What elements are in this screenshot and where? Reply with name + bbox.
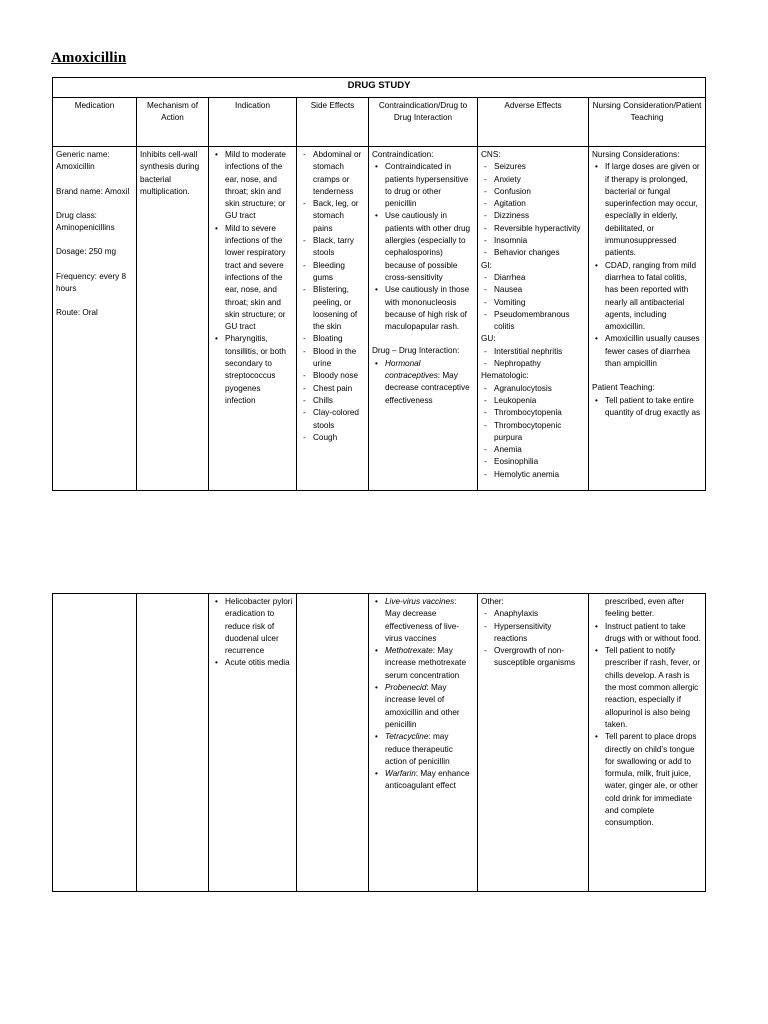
list-item: - Anemia — [481, 444, 585, 456]
list-item: • Instruct patient to take drugs with or without food. — [592, 621, 702, 646]
list-item: - Clay-colored stools — [300, 407, 365, 432]
list-item: - Hemolytic anemia — [481, 469, 585, 481]
list-item — [372, 768, 474, 793]
column-header: Adverse Effects — [478, 98, 589, 147]
list-item — [372, 358, 474, 407]
column-header-row — [53, 98, 706, 147]
indication-cell — [209, 147, 297, 491]
list-item: - Behavior changes — [481, 247, 585, 259]
list-item: - Abdominal or stomach cramps or tenderness — [300, 149, 365, 198]
interaction-effect: : May decrease contraceptive effectiveness — [385, 371, 470, 405]
side-effects-cell — [297, 147, 369, 491]
contraindication-cell — [369, 147, 478, 491]
table-row — [53, 147, 706, 491]
brand-name: Brand name: Amoxil — [56, 186, 130, 196]
list-item: - Anxiety — [481, 174, 585, 186]
list-item — [372, 596, 474, 645]
list-item: • If large doses are given or if therapy is prolonged, bacterial or fungal superinfection may occur, especially in elderly, debilitated, or immunosuppressed patients. — [592, 161, 702, 259]
mechanism-cell — [137, 594, 209, 892]
column-header: Mechanism of Action — [137, 98, 209, 147]
list-item — [372, 645, 474, 682]
indication-cell — [209, 594, 297, 892]
list-item: - Cough — [300, 432, 365, 444]
list-item: - Chills — [300, 395, 365, 407]
list-item: - Blistering, peeling, or loosening of the skin — [300, 284, 365, 333]
list-item: - Agranulocytosis — [481, 383, 585, 395]
nursing-cell — [589, 147, 706, 491]
list-item: • Tell patient to take entire quantity of drug exactly as — [592, 395, 702, 420]
list-item: - Black, tarry stools — [300, 235, 365, 260]
interaction-effect: : May increase level of amoxicillin and other penicillin — [385, 683, 460, 729]
contraindication-heading: Contraindication: — [372, 150, 434, 159]
page-title: Amoxicillin — [51, 50, 127, 66]
adverse-effects-cell — [478, 147, 589, 491]
interaction-effect: : May increase methotrexate serum concentration — [385, 646, 467, 680]
teaching-continuation: prescribed, even after feeling better. — [605, 597, 685, 619]
nursing-heading: Nursing Considerations: — [592, 150, 680, 159]
list-item — [372, 731, 474, 768]
nursing-cell — [589, 594, 706, 892]
column-header: Indication — [209, 98, 297, 147]
list-item — [372, 682, 474, 731]
list-item: • Tell parent to place drops directly on child’s tongue for swallowing or add to formula, milk, fruit juice, water, ginger ale, or other cold drink for immediate and complete consumption. — [592, 731, 702, 829]
list-item: - Interstitial nephritis — [481, 346, 585, 358]
interaction-effect: : May decrease effectiveness of live-virus vaccines — [385, 597, 460, 643]
list-item: - Overgrowth of non-susceptible organisms — [481, 645, 585, 670]
column-header: Medication — [53, 98, 137, 147]
adverse-group-label: CNS: — [481, 150, 501, 159]
list-item: - Agitation — [481, 198, 585, 210]
list-item: - Nausea — [481, 284, 585, 296]
column-header: Contraindication/Drug to Drug Interaction — [369, 98, 478, 147]
mechanism-text: Inhibits cell-wall synthesis during bacterial multiplication. — [140, 150, 200, 196]
table-header: DRUG STUDY — [53, 78, 706, 98]
list-item: • Mild to severe infections of the lower respiratory tract and severe infections of the ear, nose, and throat; skin and skin structure; or GU tract — [212, 223, 293, 334]
drug-study-table — [52, 77, 706, 491]
list-item: • Helicobacter pylori eradication to reduce risk of duodenal ulcer recurrence — [212, 596, 293, 657]
list-item: • Amoxicillin usually causes fewer cases of diarrhea than ampicillin — [592, 333, 702, 370]
list-item: - Pseudomembranous colitis — [481, 309, 585, 334]
interaction-drug: Warfarin — [385, 769, 416, 779]
list-item: - Leukopenia — [481, 395, 585, 407]
interaction-heading: Drug – Drug Interaction: — [372, 346, 460, 356]
interaction-effect: : May enhance anticoagulant effect — [385, 769, 470, 791]
list-item: - Bloody nose — [300, 370, 365, 382]
contraindication-cell — [369, 594, 478, 892]
interaction-drug: Methotrexate — [385, 646, 433, 656]
list-item: • Use cautiously in those with mononucleosis because of high risk of maculopapular rash. — [372, 284, 474, 333]
side-effects-cell — [297, 594, 369, 892]
generic-name: Generic name: Amoxicillin — [56, 150, 110, 172]
list-item: - Seizures — [481, 161, 585, 173]
list-item: • Pharyngitis, tonsillitis, or both secondary to streptococcus pyogenes infection — [212, 333, 293, 407]
list-item: - Back, leg, or stomach pains — [300, 198, 365, 235]
list-item: - Thrombocytopenia — [481, 407, 585, 419]
route: Route: Oral — [56, 308, 98, 318]
list-item: - Thrombocytopenic purpura — [481, 420, 585, 445]
medication-cell — [53, 594, 137, 892]
interaction-drug: Tetracycline — [385, 732, 429, 742]
list-item: - Nephropathy — [481, 358, 585, 370]
list-item: - Bleeding gums — [300, 260, 365, 285]
frequency: Frequency: every 8 hours — [56, 271, 127, 294]
medication-cell — [53, 147, 137, 491]
column-header: Nursing Consideration/Patient Teaching — [589, 98, 706, 147]
list-item: • Acute otitis media — [212, 657, 293, 669]
interaction-drug: Probenecid — [385, 683, 427, 693]
list-item: - Reversible hyperactivity — [481, 223, 585, 235]
table-row — [53, 594, 706, 892]
list-item: - Bloating — [300, 333, 365, 345]
adverse-group-label: Hematologic: — [481, 371, 529, 381]
list-item: • CDAD, ranging from mild diarrhea to fatal colitis, has been reported with nearly all antibacterial agents, including amoxicillin. — [592, 260, 702, 334]
list-item: • Use cautiously in patients with other drug allergies (especially to cephalosporins) because of possible cross-sensitivity — [372, 210, 474, 284]
column-header: Side Effects — [297, 98, 369, 147]
list-item: - Anaphylaxis — [481, 608, 585, 620]
list-item: • Contraindicated in patients hypersensitive to drug or other penicillin — [372, 161, 474, 210]
list-item: - Insomnia — [481, 235, 585, 247]
list-item: - Dizziness — [481, 210, 585, 222]
list-item: - Confusion — [481, 186, 585, 198]
list-item: • Tell patient to notify prescriber if rash, fever, or chills develop. A rash is the most common allergic reaction, especially if allopurinol is also being taken. — [592, 645, 702, 731]
teaching-heading: Patient Teaching: — [592, 383, 655, 393]
adverse-group-label: GI: — [481, 260, 492, 270]
drug-study-table-continued — [52, 593, 706, 892]
list-item: • Mild to moderate infections of the ear, nose, and throat; skin and skin structure; or GU tract — [212, 149, 293, 223]
list-item: - Diarrhea — [481, 272, 585, 284]
adverse-group-label: GU: — [481, 334, 496, 344]
drug-class: Drug class: Aminopenicillins — [56, 210, 115, 233]
interaction-drug: Hormonal contraceptives — [385, 358, 438, 381]
list-item: - Hypersensitivity reactions — [481, 621, 585, 646]
mechanism-cell — [137, 147, 209, 491]
dosage: Dosage: 250 mg — [56, 247, 117, 257]
list-item: - Chest pain — [300, 383, 365, 395]
list-item: - Blood in the urine — [300, 346, 365, 371]
interaction-effect: : may reduce therapeutic action of penicillin — [385, 732, 453, 766]
adverse-group-label: Other: — [481, 597, 504, 606]
interaction-drug: Live-virus vaccines — [385, 597, 455, 606]
adverse-effects-cell — [478, 594, 589, 892]
list-item: - Vomiting — [481, 297, 585, 309]
list-item: - Eosinophilia — [481, 456, 585, 468]
